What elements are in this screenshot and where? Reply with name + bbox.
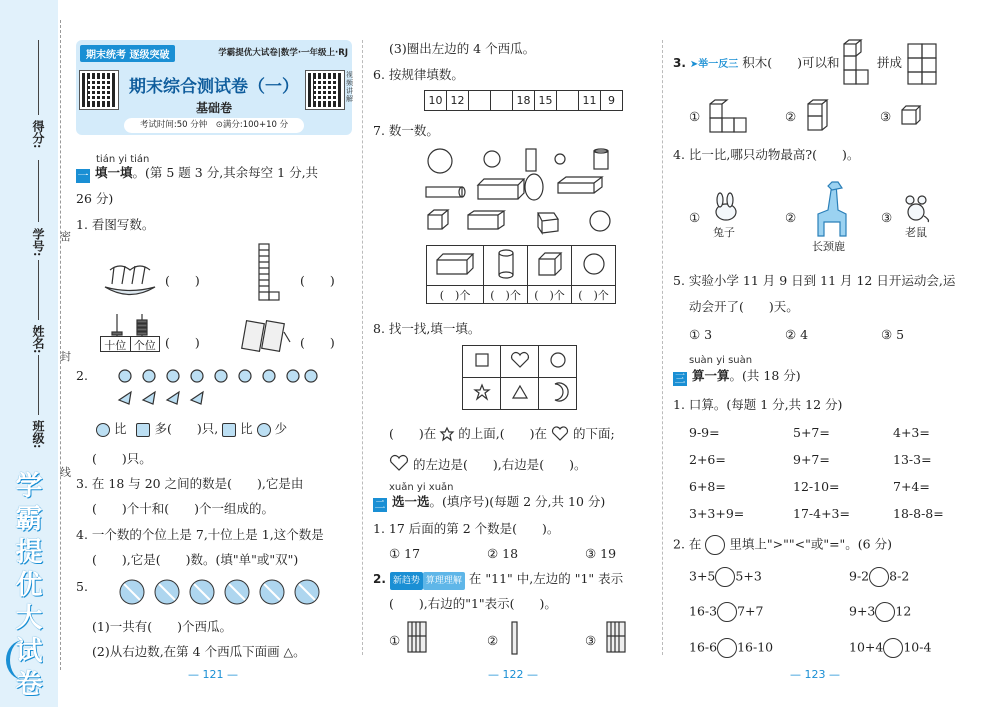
text: 多( )只, — [154, 421, 219, 436]
star-symbol — [463, 378, 501, 410]
mouse-icon — [257, 423, 271, 437]
ten-sticks-bundle-icon — [603, 620, 633, 654]
answer-blank[interactable]: ( ) — [300, 335, 335, 350]
question-8: 8. 找一找,填一填。 — [373, 321, 481, 336]
question-3: 3. 在 18 与 20 之间的数是( ),它是由 — [76, 476, 304, 491]
text: 10-4 — [903, 639, 932, 655]
calc-item[interactable]: 6+8= — [689, 479, 726, 494]
pattern-table — [424, 90, 623, 111]
pattern-cell[interactable] — [469, 91, 491, 111]
star-icon — [440, 427, 454, 441]
counting-blocks-picture — [255, 242, 279, 304]
text: 9+3 — [849, 603, 876, 619]
animal-label: 长颈鹿 — [812, 240, 845, 253]
question-2-number: 2. — [76, 368, 88, 383]
choice-1-option-b[interactable]: ② 18 — [487, 546, 519, 561]
circle-symbol — [539, 346, 577, 378]
moon-symbol — [539, 378, 577, 410]
text: 里填上">""<"或"="。(6 分) — [729, 536, 892, 552]
question-number: 2. — [373, 572, 386, 586]
calc-item[interactable]: 2+6= — [689, 452, 726, 467]
text: 8-2 — [889, 568, 910, 584]
question-5c: (3)圈出左边的 4 个西瓜。 — [389, 41, 536, 56]
choice-4-option-c[interactable]: ③ — [881, 210, 893, 225]
choice-2-option-b[interactable]: ② — [487, 633, 499, 648]
pattern-cell[interactable] — [557, 91, 579, 111]
calc-item[interactable]: 7+4= — [893, 479, 930, 494]
score-field-line[interactable] — [38, 40, 39, 115]
section1-heading — [76, 164, 318, 183]
section-number-badge: 二 — [374, 498, 386, 511]
count-blank[interactable]: ( )个 — [572, 286, 616, 304]
choice-1: 1. 17 后面的第 2 个数是( )。 — [373, 521, 560, 536]
calc-item[interactable]: 18-8-8= — [893, 506, 944, 521]
pattern-cell: 9 — [601, 91, 623, 111]
compare-circle[interactable] — [869, 567, 889, 587]
hint-badge: ➤举一反三 — [689, 59, 739, 70]
answer-blank[interactable]: ( ) — [300, 273, 335, 288]
text: 16-10 — [737, 639, 774, 655]
triangle-symbol — [501, 378, 539, 410]
text: 16-6 — [689, 639, 718, 655]
calc-item[interactable]: 9+7= — [793, 452, 830, 467]
pattern-cell: 12 — [447, 91, 469, 111]
compare-circle[interactable] — [717, 602, 737, 622]
text: 7+7 — [737, 603, 764, 619]
brand-strip — [0, 0, 58, 707]
animal-label: 兔子 — [713, 226, 735, 239]
trend-badge: 新趋势 — [390, 572, 423, 590]
text: 比 — [240, 421, 253, 436]
question-4: 4. 一个数的个位上是 7,十位上是 1,这个数是 — [76, 527, 324, 542]
choice-4: 4. 比一比,哪只动物最高?( )。 — [673, 147, 860, 162]
section-note: 。(第 5 题 3 分,其余每空 1 分,共 — [132, 165, 319, 180]
mouse-icon — [96, 423, 110, 437]
compare-circle[interactable] — [875, 602, 895, 622]
name-field-line[interactable] — [38, 260, 39, 320]
section2-heading — [373, 493, 605, 512]
heart-icon — [389, 454, 409, 472]
section-title: 算一算 — [692, 368, 730, 383]
student-id-field-label: 学号: — [31, 228, 45, 257]
text: 3+5 — [689, 568, 716, 584]
square-symbol — [463, 346, 501, 378]
column-separator — [662, 40, 663, 655]
choice-2-cont: ( ),右边的"1"表示( )。 — [389, 596, 557, 611]
cube-cell — [528, 246, 572, 286]
text: 拼成 — [877, 55, 903, 70]
stick-bundles-picture — [240, 318, 296, 354]
calc-item[interactable]: 12-10= — [793, 479, 840, 494]
calc-question-2 — [673, 535, 892, 555]
block-option-b-icon — [806, 98, 832, 134]
text: 5+3 — [735, 568, 762, 584]
compare-item — [849, 567, 909, 587]
choice-4-option-a[interactable]: ① — [689, 210, 701, 225]
choice-4-option-b[interactable]: ② — [785, 210, 797, 225]
pattern-cell: 15 — [535, 91, 557, 111]
section-number-badge: 三 — [674, 372, 686, 385]
calc-item[interactable]: 17-4+3= — [793, 506, 850, 521]
choice-5-option-c[interactable]: ③ 5 — [881, 327, 905, 342]
solids-count-table — [426, 245, 616, 304]
exam-header — [76, 40, 352, 135]
question-2-text-cont: ( )只。 — [92, 451, 152, 466]
brand-title: 学霸提优大试卷 — [15, 471, 43, 700]
text: 少 — [274, 421, 288, 436]
exam-meta: 考试时间:50 分钟 ⊙满分:100+10 分 — [124, 118, 304, 133]
giraffe-icon — [806, 180, 854, 238]
binding-char: 密 — [60, 230, 71, 243]
choice-3-option-c[interactable]: ③ — [880, 109, 892, 124]
text: ( )在 — [389, 426, 437, 441]
count-blank[interactable]: ( )个 — [528, 286, 572, 304]
text: 9-2 — [849, 568, 870, 584]
choice-1-option-c[interactable]: ③ 19 — [585, 546, 617, 561]
calc-question-1: 1. 口算。(每题 1 分,共 12 分) — [673, 397, 843, 412]
question-3-cont: ( )个十和( )个一组成的。 — [92, 501, 275, 516]
choice-5-option-a[interactable]: ① 3 — [689, 327, 713, 342]
student-id-field-line[interactable] — [38, 160, 39, 222]
question-8-line2 — [389, 454, 586, 474]
text: 在 "11" 中,左边的 "1" 表示 — [468, 571, 624, 586]
compare-item — [849, 602, 911, 622]
qr-code-right[interactable] — [306, 71, 344, 109]
exam-tag: 期末统考 逐级突破 — [80, 45, 175, 62]
text: 12 — [895, 603, 912, 619]
cylinder-cell — [484, 246, 528, 286]
choice-3 — [673, 54, 840, 74]
animals-group-picture — [115, 366, 315, 416]
text: 的上面,( )在 — [458, 426, 547, 441]
class-field-line[interactable] — [38, 355, 39, 415]
section-title: 选一选 — [392, 494, 430, 509]
compare-item — [849, 638, 931, 658]
binding-line — [60, 20, 74, 670]
choice-2-option-c[interactable]: ③ — [585, 633, 597, 648]
section3-pinyin: suàn yi suàn — [689, 355, 753, 366]
tens-label: 十位 — [101, 337, 131, 351]
exam-subtitle: 基础卷 — [195, 101, 232, 115]
choice-1-option-a[interactable]: ① 17 — [389, 546, 421, 561]
text: 2. 在 — [673, 536, 702, 552]
section3-heading — [673, 367, 801, 386]
animal-label: 老鼠 — [905, 226, 927, 239]
compare-item — [689, 567, 762, 587]
compare-circle[interactable] — [883, 638, 903, 658]
symbols-grid — [462, 345, 577, 410]
question-4-cont: ( ),它是( )数。(填"单"或"双") — [92, 552, 299, 567]
calc-item[interactable]: 4+3= — [893, 425, 930, 440]
exam-title: 期末综合测试卷（一） — [129, 77, 299, 97]
page-number-122: — 122 — — [488, 668, 538, 681]
solids-picture — [420, 145, 620, 235]
text: 16-3 — [689, 603, 718, 619]
compare-circle[interactable] — [717, 638, 737, 658]
heart-symbol — [501, 346, 539, 378]
section-title: 填一填 — [95, 165, 133, 180]
blocks-l-shape-icon — [840, 42, 872, 86]
choice-2-option-a[interactable]: ① — [389, 633, 401, 648]
binding-char: 封 — [60, 350, 71, 363]
single-stick-icon — [510, 622, 520, 656]
question-7: 7. 数一数。 — [373, 123, 439, 138]
bananas-picture — [100, 262, 160, 302]
section2-pinyin: xuǎn yi xuǎn — [389, 482, 454, 493]
choice-3-option-a[interactable]: ① — [689, 109, 701, 124]
series-label: 学霸提优大试卷|数学·一年级上·RJ — [218, 48, 348, 58]
section-note: 。(共 18 分) — [729, 368, 801, 383]
compare-circle-icon — [705, 535, 725, 555]
pattern-cell: 10 — [425, 91, 447, 111]
binding-char: 线 — [60, 466, 71, 479]
count-blank[interactable]: ( )个 — [427, 286, 484, 304]
name-field-label: 姓名: — [31, 325, 45, 354]
calc-item[interactable]: 5+7= — [793, 425, 830, 440]
column-separator — [362, 40, 363, 655]
pattern-cell: 11 — [579, 91, 601, 111]
page-number-121: — 121 — — [188, 668, 238, 681]
count-blank[interactable]: ( )个 — [484, 286, 528, 304]
question-5a: (1)一共有( )个西瓜。 — [92, 619, 232, 634]
choice-5: 5. 实验小学 11 月 9 日到 11 月 12 日开运动会,运 — [673, 273, 956, 288]
text: 积木( )可以和 — [742, 55, 840, 70]
section-note: 。(填序号)(每题 2 分,共 10 分) — [429, 494, 606, 509]
mouse-icon — [902, 194, 932, 224]
heart-icon — [551, 425, 569, 441]
text: 的左边是( ),右边是( )。 — [412, 457, 587, 472]
answer-blank[interactable]: ( ) — [165, 335, 200, 350]
cuboid-cell — [427, 246, 484, 286]
page-number-123: — 123 — — [790, 668, 840, 681]
pattern-cell[interactable] — [491, 91, 513, 111]
compare-item — [689, 638, 773, 658]
score-field-label: 得分: — [31, 120, 45, 149]
pattern-cell: 18 — [513, 91, 535, 111]
choice-2 — [373, 570, 623, 590]
section-note-cont: 26 分) — [76, 191, 114, 206]
question-2-text — [96, 420, 287, 438]
question-1: 1. 看图写数。 — [76, 217, 155, 232]
text: 10+4 — [849, 639, 884, 655]
compare-item — [689, 602, 763, 622]
text: 比 — [113, 421, 127, 436]
section1-pinyin: tián yi tián — [96, 154, 150, 165]
question-6: 6. 按规律填数。 — [373, 67, 464, 82]
abacus-place-labels — [100, 336, 160, 352]
calc-item[interactable]: 9-9= — [689, 425, 720, 440]
question-5b: (2)从右边数,在第 4 个西瓜下面画 △。 — [92, 644, 306, 659]
question-number: 3. — [673, 56, 686, 70]
brand-swoosh — [6, 640, 42, 680]
bird-icon — [222, 423, 236, 437]
choice-5-cont: 动会开了( )天。 — [689, 299, 799, 314]
bird-icon — [136, 423, 150, 437]
qr-right-label: 视频讲解 — [346, 71, 353, 103]
blocks-target-icon — [906, 42, 940, 86]
choice-3-option-b[interactable]: ② — [785, 109, 797, 124]
section-number-badge: 一 — [77, 169, 89, 182]
ones-label: 个位 — [133, 339, 156, 352]
calc-item[interactable]: 3+3+9= — [689, 506, 745, 521]
question-8-line1 — [389, 425, 615, 443]
answer-blank[interactable]: ( ) — [165, 273, 200, 288]
class-field-label: 班级: — [31, 420, 45, 449]
sphere-cell — [572, 246, 616, 286]
ten-sticks-bundle-icon — [404, 620, 430, 654]
text: 的下面; — [572, 426, 615, 441]
calc-item[interactable]: 13-3= — [893, 452, 932, 467]
watermelons-picture — [118, 578, 318, 608]
block-option-a-icon — [708, 98, 748, 134]
concept-badge: 算理理解 — [423, 572, 465, 590]
block-option-c-icon — [900, 104, 922, 128]
rabbit-icon — [708, 192, 744, 222]
question-5-number: 5. — [76, 579, 88, 594]
compare-circle[interactable] — [715, 567, 735, 587]
choice-5-option-b[interactable]: ② 4 — [785, 327, 809, 342]
